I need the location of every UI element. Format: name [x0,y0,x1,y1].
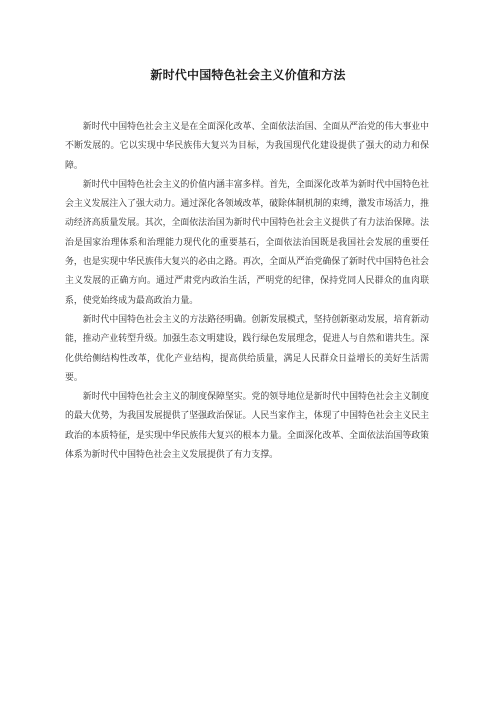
document-title: 新时代中国特色社会主义价值和方法 [150,68,346,82]
paragraph-3: 新时代中国特色社会主义的方法路径明确。创新发展模式，坚持创新驱动发展，培育新动能，推动产业转型升级。加强生态文明建设，践行绿色发展理念，促进人与自然和谐共生。深化供给侧结构性改革，优化产业结构，提高供给质量，满足人民群众日益增长的美好生活需要。 [65,314,429,383]
paragraph-2: 新时代中国特色社会主义的价值内涵丰富多样。首先，全面深化改革为新时代中国特色社会主义发展注入了强大动力。通过深化各领域改革，破除体制机制的束缚，激发市场活力，推动经济高质量发展。其次，全面依法治国为新时代中国特色社会主义提供了有力法治保障。法治是国家治理体系和治理能力现代化的重要基石，全面依法治国既是我国社会发展的重要任务，也是实现中华民族伟大复兴的必由之路。再次，全面从严治党确保了新时代中国特色社会主义发展的正确方向。通过严肃党内政治生活，严明党的纪律，保持党同人民群众的血肉联系，使党始终成为最高政治力量。 [65,179,429,306]
paragraph-1: 新时代中国特色社会主义是在全面深化改革、全面依法治国、全面从严治党的伟大事业中不断发展的。它以实现中华民族伟大复兴为目标，为我国现代化建设提供了强大的动力和保障。 [65,122,429,171]
document-body [65,118,429,465]
paragraph-4: 新时代中国特色社会主义的制度保障坚实。党的领导地位是新时代中国特色社会主义制度的最大优势，为我国发展提供了坚强政治保证。人民当家作主，体现了中国特色社会主义民主政治的本质特征，是实现中华民族伟大复兴的根本力量。全面深化改革、全面依法治国等政策体系为新时代中国特色社会主义发展提供了有力支撑。 [65,392,429,461]
